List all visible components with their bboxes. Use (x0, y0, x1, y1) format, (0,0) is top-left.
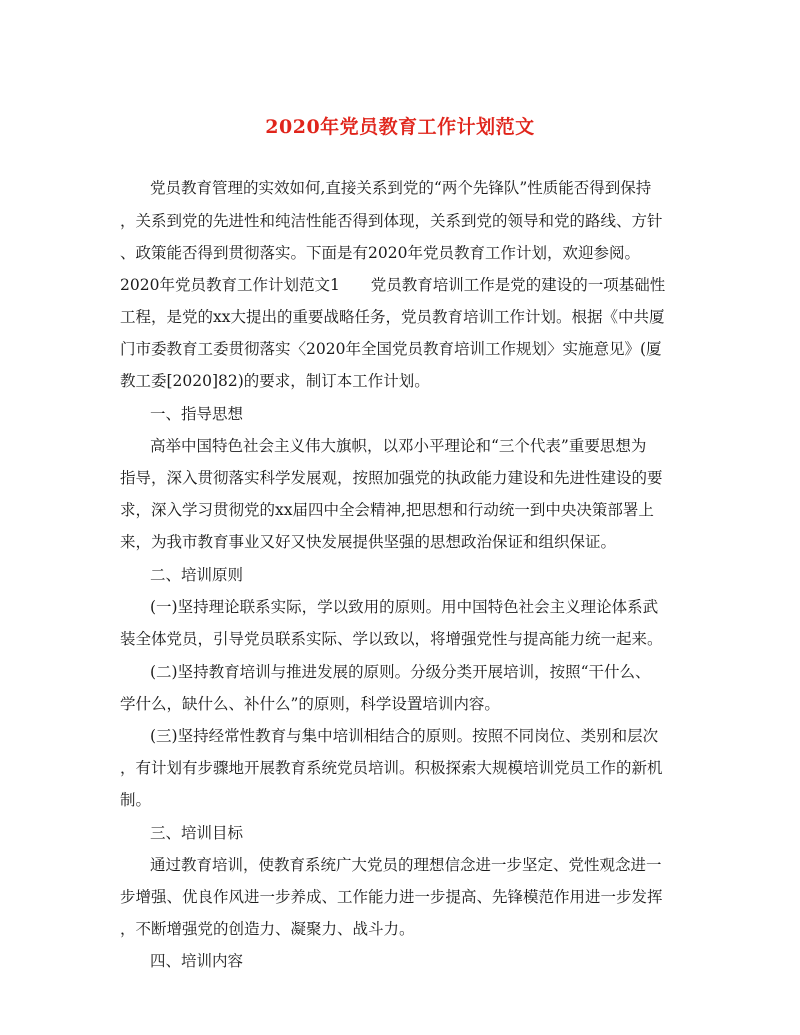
section-heading: 三、培训目标 (150, 824, 244, 842)
body-line: 求，深入学习贯彻党的xx届四中全会精神,把思想和行动统一到中央决策部署上 (120, 501, 654, 519)
document-title: 2020年党员教育工作计划范文 (265, 116, 535, 138)
body-line: 教工委[2020]82)的要求，制订本工作计划。 (120, 372, 430, 390)
body-line: ，不断增强党的创造力、凝聚力、战斗力。 (120, 920, 415, 938)
body-line: 学什么，缺什么、补什么”的原则，科学设置培训内容。 (120, 695, 500, 713)
body-line: 高举中国特色社会主义伟大旗帜，以邓小平理论和“三个代表”重要思想为 (150, 437, 647, 455)
body-line: 、政策能否得到贯彻落实。下面是有2020年党员教育工作计划，欢迎参阅。 (120, 244, 640, 262)
body-line: (一)坚持理论联系实际，学以致用的原则。用中国特色社会主义理论体系武 (150, 598, 659, 616)
body-line: 门市委教育工委贯彻落实〈2020年全国党员教育培训工作规划〉实施意见》(厦 (120, 340, 662, 358)
body-line: ，关系到党的先进性和纯洁性能否得到体现，关系到党的领导和党的路线、方针 (120, 212, 663, 230)
body-line: (二)坚持教育培训与推进发展的原则。分级分类开展培训，按照“干什么、 (150, 663, 651, 681)
body-line: 装全体党员，引导党员联系实际、学以致以，将增强党性与提高能力统一起来。 (120, 630, 663, 648)
body-line: 制。 (120, 791, 152, 809)
body-line: 通过教育培训，使教育系统广大党员的理想信念进一步坚定、党性观念进一 (150, 856, 662, 874)
section-heading: 四、培训内容 (150, 952, 244, 970)
body-line: (三)坚持经常性教育与集中培训相结合的原则。按照不同岗位、类别和层次 (150, 727, 659, 745)
body-line: ，有计划有步骤地开展教育系统党员培训。积极探索大规模培训党员工作的新机 (120, 759, 663, 777)
body-line: 2020年党员教育工作计划范文1 党员教育培训工作是党的建设的一项基础性 (120, 276, 666, 294)
body-line: 工程，是党的xx大提出的重要战略任务，党员教育培训工作计划。根据《中共厦 (120, 308, 665, 326)
body-line: 步增强、优良作风进一步养成、工作能力进一步提高、先锋模范作用进一步发挥 (120, 888, 663, 906)
body-line: 来，为我市教育事业又好又快发展提供坚强的思想政治保证和组织保证。 (120, 533, 617, 551)
section-heading: 二、培训原则 (150, 566, 244, 584)
body-line: 党员教育管理的实效如何,直接关系到党的“两个先锋队”性质能否得到保持 (150, 179, 652, 197)
body-line: 指导，深入贯彻落实科学发展观，按照加强党的执政能力建设和先进性建设的要 (120, 469, 663, 487)
section-heading: 一、指导思想 (150, 405, 244, 423)
